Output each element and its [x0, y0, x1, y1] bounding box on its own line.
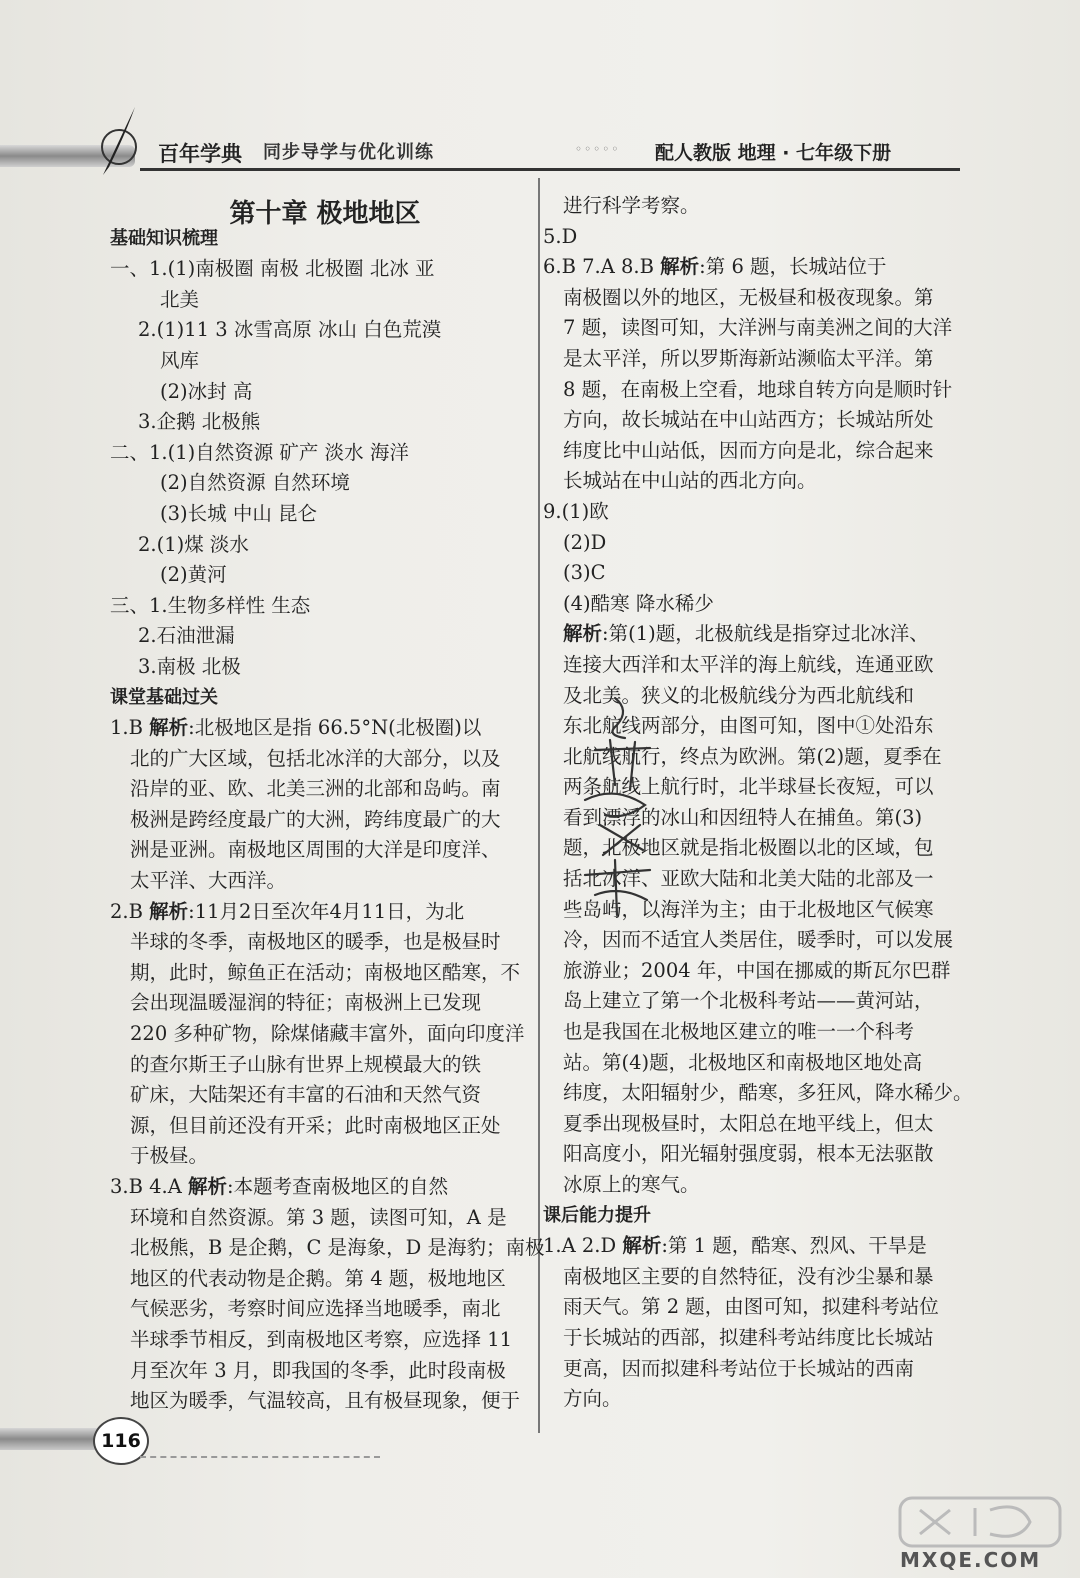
left-line: 风库: [160, 348, 200, 372]
left-line: 3.南极 北极: [138, 654, 241, 678]
left-line: 二、1.(1)自然资源 矿产 淡水 海洋: [110, 440, 409, 464]
footer-dashes: [140, 1456, 380, 1458]
left-line: (2)黄河: [160, 563, 227, 587]
left-line: 三、1.生物多样性 生态: [110, 593, 311, 617]
left-line: 一、1.(1)南极圈 南极 北极圈 北冰 亚: [110, 257, 435, 281]
line-text-rest: :本题考查南极地区的自然: [227, 1175, 449, 1198]
right-line: 冰原上的寒气。: [563, 1173, 700, 1196]
right-line: 更高，因而拟建科考站位于长城站的西南: [563, 1356, 915, 1380]
left-line: 基础知识梳理: [110, 227, 218, 249]
right-line: 冷，因而不适宜人类居住，暖季时，可以发展: [563, 928, 954, 952]
analysis-label: 解析: [149, 899, 189, 923]
right-line: 长城站在中山站的西北方向。: [563, 469, 817, 493]
line-text-rest: :北极地区是指 66.5°N(北极圈)以: [188, 716, 482, 740]
left-line: 会出现温暖湿润的特征；南极洲上已发现: [130, 991, 482, 1015]
left-line: 2.(1)煤 淡水: [138, 532, 249, 556]
left-line: 洲是亚洲。南极地区周围的大洋是印度洋、: [130, 838, 501, 862]
analysis-label: 解析: [188, 1175, 228, 1198]
book-subtitle: 同步导学与优化训练: [263, 142, 434, 163]
left-line: 北的广大区域，包括北冰洋的大部分，以及: [130, 746, 501, 770]
left-line: 太平洋、大西洋。: [130, 869, 287, 893]
page-number: 116: [93, 1417, 149, 1465]
right-line: 看到漂浮的冰山和因纽特人在捕鱼。第(3): [563, 805, 923, 829]
line-text-rest: :第(1)题，北极航线是指穿过北冰洋、: [602, 622, 929, 646]
left-line: 第十章 极地地区: [229, 199, 421, 229]
right-line: 括北冰洋、亚欧大陆和北美大陆的北部及一: [563, 867, 934, 891]
left-line: 于极昼。: [130, 1144, 209, 1168]
right-line: 东北航线两部分，由图可知，图中①处沿东: [563, 714, 934, 738]
left-column: [110, 193, 545, 1417]
right-line: [543, 1231, 963, 1262]
line-text: 6.B 7.A 8.B: [543, 255, 661, 279]
handwritten-scribble: [555, 690, 670, 920]
right-line: 课后能力提升: [543, 1204, 651, 1226]
right-line: (4)酷寒 降水稀少: [563, 591, 714, 615]
right-line: 阳高度小，阳光辐射强度弱，根本无法驱散: [563, 1142, 934, 1166]
left-line: 环境和自然资源。第 3 题，读图可知，A 是: [130, 1205, 507, 1229]
right-line: [543, 619, 963, 650]
header-rule: [140, 168, 960, 171]
page-header: [0, 100, 1080, 180]
right-line: 岛上建立了第一个北极科考站——黄河站，: [563, 989, 934, 1013]
right-line: 5.D: [543, 224, 578, 248]
left-line: 地区为暖季，气温较高，且有极昼现象，便于: [130, 1389, 521, 1413]
analysis-label: 解析: [660, 255, 700, 279]
left-line: 半球的冬季，南极地区的暖季，也是极昼时: [130, 930, 501, 954]
right-line: 夏季出现极昼时，太阳总在地平线上，但太: [563, 1111, 934, 1135]
right-line: (3)C: [563, 561, 606, 585]
left-line: 课堂基础过关: [110, 686, 218, 708]
line-text: 3.B 4.A: [110, 1175, 189, 1198]
analysis-label: 解析: [563, 622, 603, 646]
left-line: 北美: [160, 287, 200, 311]
header-dots: ◦◦◦◦◦: [575, 142, 621, 156]
right-line: 雨天气。第 2 题，由图可知，拟建科考站位: [563, 1295, 939, 1319]
analysis-label: 解析: [149, 716, 189, 740]
left-line: 北极熊，B 是企鹅，C 是海象，D 是海豹；南极: [130, 1236, 545, 1260]
right-line: 连接大西洋和太平洋的海上航线，连通亚欧: [563, 652, 934, 676]
right-line: 站。第(4)题，北极地区和南极地区地处高: [563, 1050, 923, 1074]
left-line: [110, 1172, 530, 1203]
left-line: 的查尔斯王子山脉有世界上规模最大的铁: [130, 1052, 482, 1076]
line-text-rest: :第 6 题，长城站位于: [699, 255, 887, 279]
right-line: 纬度，太阳辐射少，酷寒，多狂风，降水稀少。: [563, 1081, 973, 1105]
left-line: [110, 897, 530, 928]
left-line: 半球季节相反，到南极地区考察，应选择 11: [130, 1327, 513, 1351]
right-line: 于长城站的西部，拟建科考站纬度比长城站: [563, 1325, 934, 1349]
left-line: 气候恶劣，考察时间应选择当地暖季，南北: [130, 1297, 501, 1321]
right-line: 两条航线上航行时，北半球昼长夜短，可以: [563, 775, 934, 799]
right-line: 7 题，读图可知，大洋洲与南美洲之间的大洋: [563, 316, 953, 340]
left-line: 沿岸的亚、欧、北美三洲的北部和岛屿。南: [130, 777, 501, 801]
right-line: 旅游业；2004 年，中国在挪威的斯瓦尔巴群: [563, 958, 951, 982]
left-line: 矿床，大陆架还有丰富的石油和天然气资: [130, 1083, 482, 1107]
left-line: 月至次年 3 月，即我国的冬季，此时段南极: [130, 1358, 506, 1382]
edition-label: 配人教版 地理 · 七年级下册: [655, 142, 892, 164]
line-text-rest: :第 1 题，酷寒、烈风、干旱是: [661, 1234, 927, 1258]
right-line: 也是我国在北极地区建立的唯一一个科考: [563, 1020, 915, 1044]
left-line: 地区的代表动物是企鹅。第 4 题，极地地区: [130, 1266, 506, 1290]
right-line: 些岛屿，以海洋为主；由于北极地区气候寒: [563, 897, 934, 921]
analysis-label: 解析: [622, 1234, 662, 1258]
right-line: (2)D: [563, 530, 607, 554]
footer-band: [0, 1428, 100, 1450]
right-line: 方向。: [563, 1387, 622, 1411]
right-line: 9.(1)欧: [543, 499, 609, 523]
left-line: (2)自然资源 自然环境: [160, 471, 350, 495]
right-line: 南极地区主要的自然特征，没有沙尘暴和暴: [563, 1264, 934, 1288]
line-text-rest: :11月2日至次年4月11日，为北: [188, 899, 465, 923]
brand-name: 百年学典: [158, 142, 242, 166]
left-line: [110, 713, 530, 744]
left-line: 3.企鹅 北极熊: [138, 410, 261, 434]
right-line: [543, 252, 963, 283]
left-line: 2.(1)11 3 冰雪高原 冰山 白色荒漠: [138, 318, 442, 342]
right-line: 纬度比中山站低，因而方向是北，综合起来: [563, 438, 934, 462]
right-line: 北航线航行，终点为欧洲。第(2)题，夏季在: [563, 744, 942, 768]
left-line: 220 多种矿物，除煤储藏丰富外，面向印度洋: [130, 1022, 525, 1046]
watermark-text: MXQE.COM: [900, 1548, 1042, 1572]
left-line: (2)冰封 高: [160, 379, 253, 403]
line-text: 1.A 2.D: [543, 1234, 623, 1258]
right-line: 南极圈以外的地区，无极昼和极夜现象。第: [563, 285, 934, 309]
right-line: 是太平洋，所以罗斯海新站濒临太平洋。第: [563, 346, 934, 370]
left-line: (3)长城 中山 昆仑: [160, 501, 318, 525]
right-line: 题，北极地区就是指北极圈以北的区域，包: [563, 836, 934, 860]
quill-icon: [95, 105, 145, 175]
right-line: 进行科学考察。: [563, 194, 700, 217]
left-line: 期，此时，鲸鱼正在活动；南极地区酷寒，不: [130, 960, 521, 984]
left-line: 2.石油泄漏: [138, 624, 235, 648]
line-text: 2.B: [110, 899, 150, 923]
right-line: 8 题，在南极上空看，地球自转方向是顺时针: [563, 377, 953, 401]
line-text: 1.B: [110, 716, 150, 740]
left-line: 极洲是跨经度最广的大洲，跨纬度最广的大: [130, 807, 501, 831]
left-line: 源，但目前还没有开采；此时南极地区正处: [130, 1113, 501, 1137]
right-line: 及北美。狭义的北极航线分为西北航线和: [563, 683, 915, 707]
right-line: 方向，故长城站在中山站西方；长城站所处: [563, 408, 934, 432]
